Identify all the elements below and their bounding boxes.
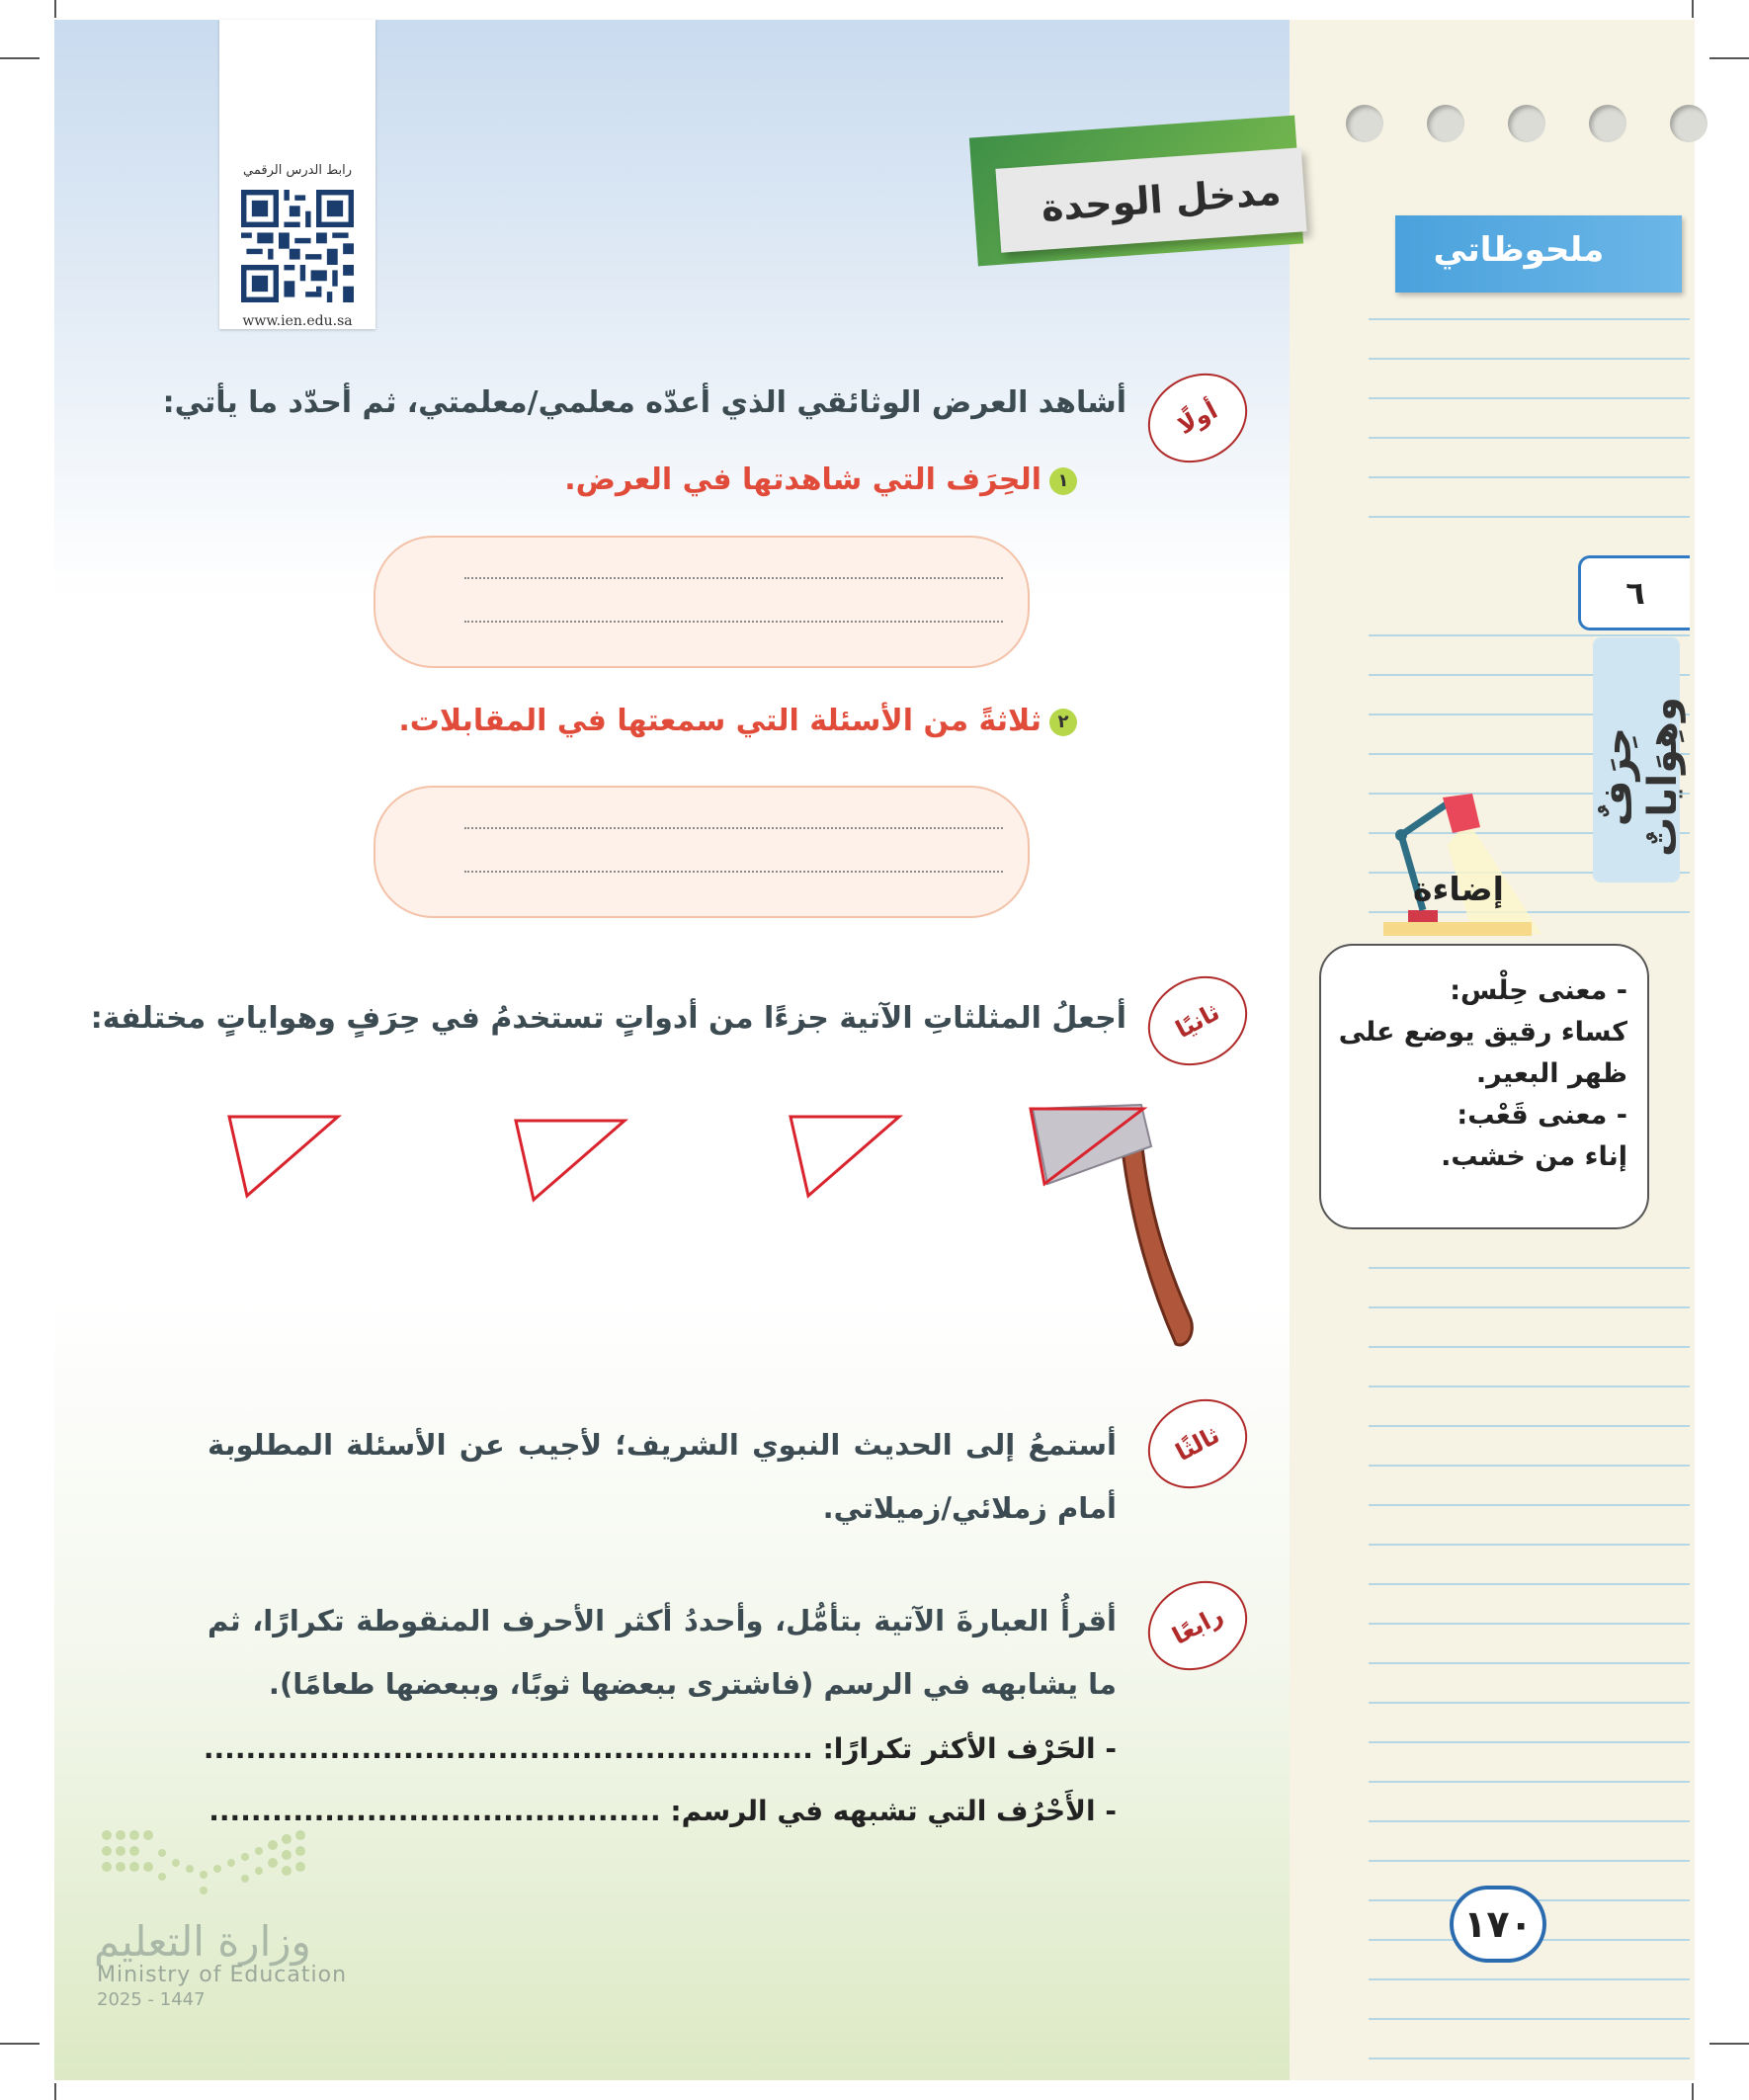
ruled-line [1369,1583,1690,1585]
ruled-line [1369,1346,1690,1348]
ruled-line [1369,1544,1690,1546]
section-badge-second: ثانيًا [1132,960,1263,1083]
binder-hole [1427,105,1464,142]
glossary-line: ظهر البعير. [1475,1058,1627,1089]
ruled-line [1369,318,1690,320]
ruled-line [1369,2058,1690,2059]
ruled-line [1369,358,1690,360]
ruled-line [1369,1781,1690,1783]
section-4-text: أقرأُ العبارةَ الآتية بتأمُّل، وأحددُ أكثر الأحرف المنقوطة تكرارًا، ثم ما يشابهه في الرسم (فاشترى ببعضها ثوبًا، وببعضها طعامًا). [208,1604,1117,1701]
subitem-2-number: ٢ [1049,709,1077,736]
answer-line[interactable] [464,827,1003,829]
desk-lamp-icon [1364,786,1551,944]
answer-line[interactable] [464,621,1003,623]
unit-number: ٦ [1578,555,1690,630]
ruled-line [1369,1306,1690,1308]
unit-title: مدخل الوحدة [1040,169,1283,230]
ruled-line [1369,1860,1690,1862]
unit-name: حِرَفٌ وهِوَاياتٌ [1595,697,1686,857]
qr-card[interactable] [219,20,375,329]
crop-mark [0,57,40,59]
notes-title: ملحوظاتي [1433,230,1605,270]
binder-hole [1670,105,1707,142]
section-badge-third: ثالثًا [1132,1383,1263,1506]
subitem-2-text: ثلاثةً من الأسئلة التي سمعتها في المقابلات. [398,704,1041,738]
section-badge-first: أولًا [1132,357,1263,480]
ruled-line [1369,1662,1690,1664]
glossary-line: كساء رقيق يوضع على [1338,1017,1627,1048]
subitem-1-number: ١ [1049,467,1077,495]
section-1-text: أشاهد العرض الوثائقي الذي أعدّه معلمي/معلمتي، ثم أحدّد ما يأتي: [162,385,1126,420]
binder-hole [1346,105,1383,142]
triangle-drawing-area [198,1097,1215,1364]
ruled-line [1369,1702,1690,1704]
axe-handle-icon [1122,1136,1192,1345]
ruled-line [1369,2018,1690,2020]
subitem-2 [398,704,1077,738]
ruled-line [1369,1978,1690,1980]
ruled-line [1369,476,1690,478]
section-badge-fourth: رابعًا [1132,1564,1263,1688]
section-3-text: أستمعُ إلى الحديث النبوي الشريف؛ لأجيب عن الأسئلة المطلوبة أمام زملائي/زميلاتي. [208,1428,1117,1525]
ruled-line [1369,1504,1690,1506]
binder-hole [1589,105,1626,142]
crop-mark [0,2043,40,2045]
highlight-label: إضاءة [1413,870,1504,908]
crop-mark [54,0,56,18]
glossary-line: - معنى قَعْب: [1457,1100,1627,1131]
crop-mark [1709,2043,1749,2045]
ruled-line [1369,397,1690,399]
subitem-1 [564,462,1077,497]
qr-url[interactable]: www.ien.edu.sa [242,313,353,329]
ruled-line [1369,1386,1690,1387]
glossary-line: - معنى حِلْس: [1450,975,1627,1006]
triangle-shape [229,1117,338,1196]
triangle-shape [516,1121,625,1200]
crop-mark [54,2083,56,2100]
fill-line-similar-letters[interactable]: - الأَحْرُف التي تشبهه في الرسم: ........................................... [208,1795,1117,1827]
qr-code-icon[interactable] [241,190,354,302]
crop-mark [1709,57,1749,59]
ruled-line [1369,1623,1690,1625]
crop-mark [1692,2083,1694,2100]
page-number: ١٧٠ [1450,1886,1546,1963]
ministry-name-arabic: وزارة التعليم [94,1917,311,1966]
ministry-year: 2025 - 1447 [97,1989,206,2010]
answer-line[interactable] [464,871,1003,873]
section-2-text: أجعلُ المثلثاتِ الآتية جزءًا من أدواتٍ تستخدمُ في حِرَفٍ وهواياتٍ مختلفة: [90,1001,1126,1036]
answer-box-2[interactable] [374,786,1030,918]
qr-caption: رابط الدرس الرقمي [243,163,352,178]
answer-box-1[interactable] [374,536,1030,668]
binder-hole [1508,105,1545,142]
answer-line[interactable] [464,577,1003,579]
glossary-line: إناء من خشب. [1441,1141,1627,1172]
ruled-line [1369,1820,1690,1822]
ruled-line [1369,516,1690,518]
crop-mark [1692,0,1694,18]
ruled-line [1369,1267,1690,1269]
ruled-line [1369,1465,1690,1467]
ruled-line [1369,1741,1690,1743]
subitem-1-text: الحِرَف التي شاهدتها في العرض. [564,462,1041,497]
triangle-shape [791,1117,899,1196]
glossary-box [1319,944,1649,1229]
fill-line-most-frequent[interactable]: - الحَرْف الأكثر تكرارًا: .......................................................... [203,1732,1117,1765]
ruled-line [1369,437,1690,439]
ruled-line [1369,1425,1690,1427]
ministry-logo-icon [97,1823,314,1912]
ruled-line [1369,634,1690,636]
ministry-name-english: Ministry of Education [97,1963,348,1987]
